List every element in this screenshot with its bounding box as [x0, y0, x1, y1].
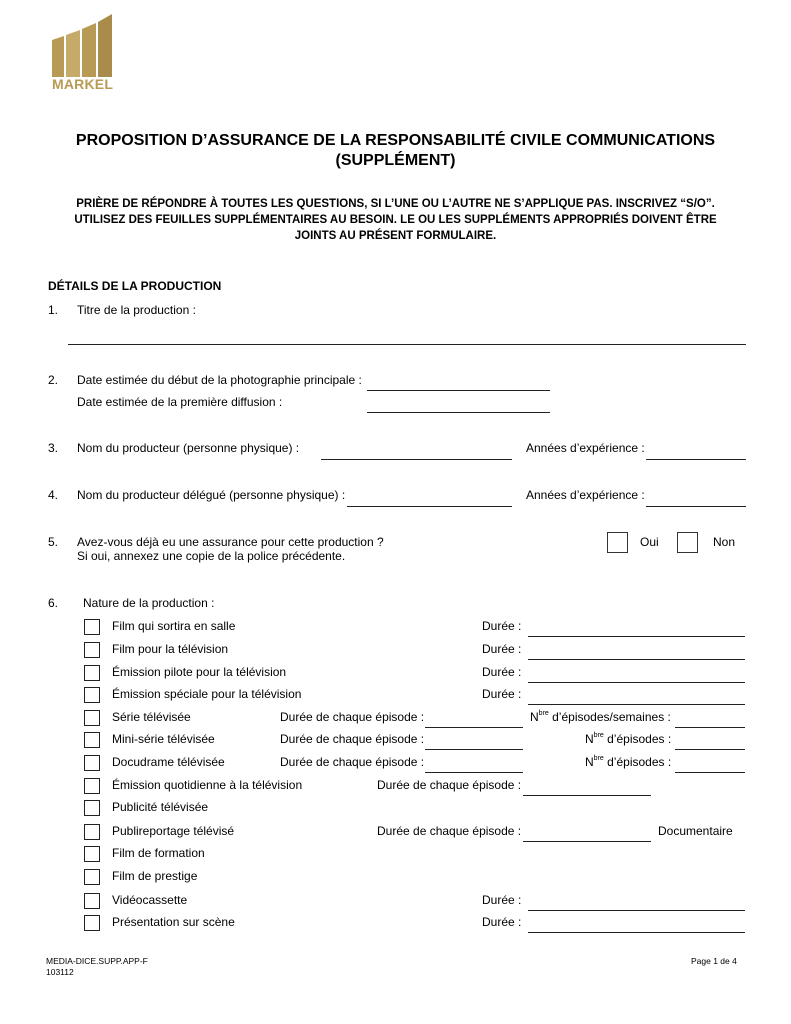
nbre-superscript: bre — [538, 710, 549, 717]
documentary-label: Documentaire — [658, 824, 733, 838]
q5-yes-label: Oui — [640, 535, 659, 549]
label-tv-pilot: Émission pilote pour la télévision — [112, 665, 287, 679]
q6-number: 6. — [48, 596, 59, 610]
nbre-prefix: N — [530, 710, 539, 724]
form-date: 103112 — [46, 967, 74, 977]
page-title: PROPOSITION D’ASSURANCE DE LA RESPONSABILITÉ CIVILE COMMUNICATIONS (SUPPLÉMENT) — [75, 132, 716, 169]
checkbox-tv-pilot[interactable] — [84, 665, 100, 681]
q3-years-label: Années d’expérience : — [526, 441, 645, 455]
label-tv-commercial: Publicité télévisée — [112, 800, 209, 814]
checkbox-prestige-film[interactable] — [84, 869, 100, 885]
field-infomercial-episode-duration[interactable] — [523, 841, 651, 842]
field-tv-film-duration[interactable] — [528, 659, 745, 660]
q6-label: Nature de la production : — [83, 596, 215, 610]
q4-number: 4. — [48, 488, 59, 502]
q5-number: 5. — [48, 535, 59, 549]
label-docudrama: Docudrame télévisée — [112, 755, 225, 769]
field-docudrama-episodes[interactable] — [675, 772, 745, 773]
label-infomercial: Publireportage télévisé — [112, 824, 235, 838]
label-mini-series: Mini-série télévisée — [112, 732, 215, 746]
episode-duration-label: Durée de chaque épisode : — [280, 732, 425, 746]
q2-label-start: Date estimée du début de la photographie principale : — [77, 373, 362, 387]
q4-years-field[interactable] — [646, 506, 746, 507]
q2-start-date-field[interactable] — [367, 390, 550, 391]
q1-number: 1. — [48, 303, 59, 317]
duree-label: Durée : — [482, 687, 522, 701]
checkbox-daily-show[interactable] — [84, 778, 100, 794]
q2-number: 2. — [48, 373, 59, 387]
q3-label: Nom du producteur (personne physique) : — [77, 441, 300, 455]
checkbox-tv-commercial[interactable] — [84, 800, 100, 816]
q2-label-broadcast: Date estimée de la première diffusion : — [77, 395, 283, 409]
checkbox-stage-presentation[interactable] — [84, 915, 100, 931]
q5-no-checkbox[interactable] — [677, 532, 698, 553]
episodes-per-week-text: d’épisodes/semaines : — [548, 710, 671, 724]
field-tv-series-episode-duration[interactable] — [425, 727, 523, 728]
field-tv-series-episodes[interactable] — [675, 727, 745, 728]
label-tv-special: Émission spéciale pour la télévision — [112, 687, 302, 701]
field-stage-presentation-duration[interactable] — [528, 932, 745, 933]
field-tv-pilot-duration[interactable] — [528, 682, 745, 683]
label-tv-film: Film pour la télévision — [112, 642, 229, 656]
label-videocassette: Vidéocassette — [112, 893, 188, 907]
duree-label: Durée : — [482, 619, 522, 633]
instructions: PRIÈRE DE RÉPONDRE À TOUTES LES QUESTIONS, SI L’UNE OU L’AUTRE NE S’APPLIQUE PAS. INSCRIVEZ “S/O”. UTILISEZ DES FEUILLES SUPPLÉMENTAIRES AU BESOIN. LE OU LES SUPPLÉMENTS APPROPRIÉS DOIVENT ÊTRE JOINTS AU PRÉSENT FORMULAIRE. — [74, 198, 717, 242]
nbre-prefix: N — [585, 732, 594, 746]
q4-years-label: Années d’expérience : — [526, 488, 645, 502]
q5-note: Si oui, annexez une copie de la police précédente. — [77, 549, 346, 563]
label-daily-show: Émission quotidienne à la télévision — [112, 778, 303, 792]
q2-broadcast-date-field[interactable] — [367, 412, 550, 413]
episodes-count-text: d’épisodes : — [603, 755, 672, 769]
field-docudrama-episode-duration[interactable] — [425, 772, 523, 773]
label-training-film: Film de formation — [112, 846, 205, 860]
checkbox-mini-series[interactable] — [84, 732, 100, 748]
q4-label: Nom du producteur délégué (personne physique) : — [77, 488, 346, 502]
checkbox-training-film[interactable] — [84, 846, 100, 862]
section-title: DÉTAILS DE LA PRODUCTION — [48, 279, 222, 293]
checkbox-theatrical-film[interactable] — [84, 619, 100, 635]
nbre-superscript: bre — [593, 755, 604, 762]
checkbox-videocassette[interactable] — [84, 893, 100, 909]
q4-exec-producer-field[interactable] — [347, 506, 512, 507]
duree-label: Durée : — [482, 665, 522, 679]
episodes-count-text: d’épisodes : — [603, 732, 672, 746]
checkbox-infomercial[interactable] — [84, 824, 100, 840]
q5-yes-checkbox[interactable] — [607, 532, 628, 553]
episodes-count-label — [585, 732, 671, 746]
episode-duration-label: Durée de chaque épisode : — [377, 824, 522, 838]
episode-duration-label: Durée de chaque épisode : — [377, 778, 522, 792]
field-mini-series-episode-duration[interactable] — [425, 749, 523, 750]
nbre-prefix: N — [585, 755, 594, 769]
episode-duration-label: Durée de chaque épisode : — [280, 710, 425, 724]
q5-question: Avez-vous déjà eu une assurance pour cette production ? — [77, 535, 384, 549]
duree-label: Durée : — [482, 915, 522, 929]
page-number: Page 1 de 4 — [691, 956, 737, 966]
duree-label: Durée : — [482, 642, 522, 656]
q5-no-label: Non — [713, 535, 736, 549]
form-code: MEDIA-DICE.SUPP.APP-F — [46, 956, 148, 966]
label-tv-series: Série télévisée — [112, 710, 191, 724]
label-prestige-film: Film de prestige — [112, 869, 198, 883]
field-mini-series-episodes[interactable] — [675, 749, 745, 750]
checkbox-tv-film[interactable] — [84, 642, 100, 658]
checkbox-docudrama[interactable] — [84, 755, 100, 771]
label-theatrical-film: Film qui sortira en salle — [112, 619, 236, 633]
field-videocassette-duration[interactable] — [528, 910, 745, 911]
q3-years-field[interactable] — [646, 459, 746, 460]
field-tv-special-duration[interactable] — [528, 704, 745, 705]
markel-logo — [50, 12, 120, 92]
q1-label: Titre de la production : — [77, 303, 196, 317]
episodes-count-label — [585, 755, 671, 769]
checkbox-tv-special[interactable] — [84, 687, 100, 703]
nbre-superscript: bre — [593, 732, 604, 739]
label-stage-presentation: Présentation sur scène — [112, 915, 235, 929]
q3-producer-field[interactable] — [321, 459, 512, 460]
episode-duration-label: Durée de chaque épisode : — [280, 755, 425, 769]
duree-label: Durée : — [482, 893, 522, 907]
field-theatrical-film-duration[interactable] — [528, 636, 745, 637]
field-daily-show-episode-duration[interactable] — [523, 795, 651, 796]
q1-title-field[interactable] — [68, 344, 746, 345]
markel-logo-text: MARKEL — [52, 76, 114, 92]
checkbox-tv-series[interactable] — [84, 710, 100, 726]
episodes-per-week-label — [530, 710, 671, 724]
q3-number: 3. — [48, 441, 59, 455]
